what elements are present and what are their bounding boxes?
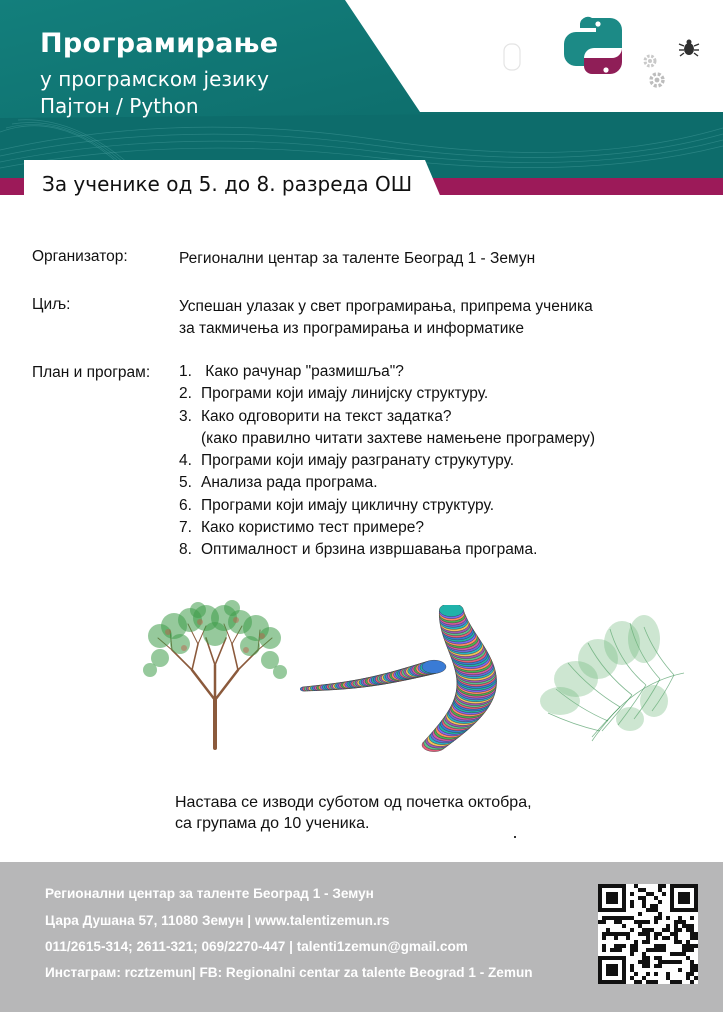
spiral-disc [439, 605, 463, 617]
goal-line-2: за такмичења из програмирања и информатике [179, 320, 525, 337]
note-line-1: Настава се изводи суботом од почетка октобра, [175, 794, 532, 811]
footer-phones-email: 011/2615-314; 2611-321; 069/2270-447 | talenti1zemun@gmail.com [45, 939, 468, 954]
subtitle-line-2: Пајтон / Python [40, 94, 199, 118]
bug-icon [678, 38, 700, 58]
list-item: 7. Како користимо тест примере? [179, 519, 424, 537]
list-item: 1. Како рачунар "размишља"? [179, 363, 404, 380]
list-item: 6. Програми који имају цикличну структуру. [179, 496, 495, 514]
fractal-tree-image [140, 600, 290, 750]
organizer-label: Организатор: [32, 248, 128, 265]
plan-list [179, 361, 595, 562]
list-item: 3. Како одговорити на текст задатка? [179, 407, 452, 425]
fractal-fern-image [534, 603, 694, 743]
list-item: 4. Програми који имају разгранату струкутуру. [179, 452, 515, 470]
plan-label: План и програм: [32, 364, 151, 381]
qr-code-icon[interactable] [598, 884, 698, 984]
python-logo-icon [560, 14, 640, 84]
page-title: Програмирање [40, 28, 279, 59]
grade-line: За ученике од 5. до 8. разреда ОШ [42, 172, 413, 196]
list-item: 2. Програми који имају линијску структуру. [179, 385, 489, 403]
goal-line-1: Успешан улазак у свет програмирања, припрема ученика [179, 298, 593, 315]
note-line-2: са групама до 10 ученика. [175, 815, 370, 832]
subtitle-line-1: у програмском језику [40, 67, 269, 91]
stray-dot [514, 836, 516, 838]
footer-address-website: Цара Душана 57, 11080 Земун | www.talentizemun.rs [45, 913, 390, 928]
list-item-continuation: (како правилно читати захтеве намењене програмеру) [201, 429, 596, 447]
list-item: 8. Оптималност и брзина извршавања програма. [179, 541, 538, 559]
list-item: 5. Анализа рада програма. [179, 474, 378, 492]
spiral-disc [422, 660, 446, 673]
organizer-value: Регионални центар за таленте Београд 1 - Земун [179, 250, 536, 267]
gear-icon [640, 52, 666, 90]
colorful-disc-spiral-image [300, 605, 522, 755]
goal-label: Циљ: [32, 296, 71, 313]
class-schedule-note [175, 792, 532, 834]
footer-organization: Регионални центар за таленте Београд 1 - Земун [45, 886, 374, 901]
footer-social: Инстаграм: rcztzemun| FB: Regionalni centar za talente Beograd 1 - Zemun [45, 965, 533, 980]
